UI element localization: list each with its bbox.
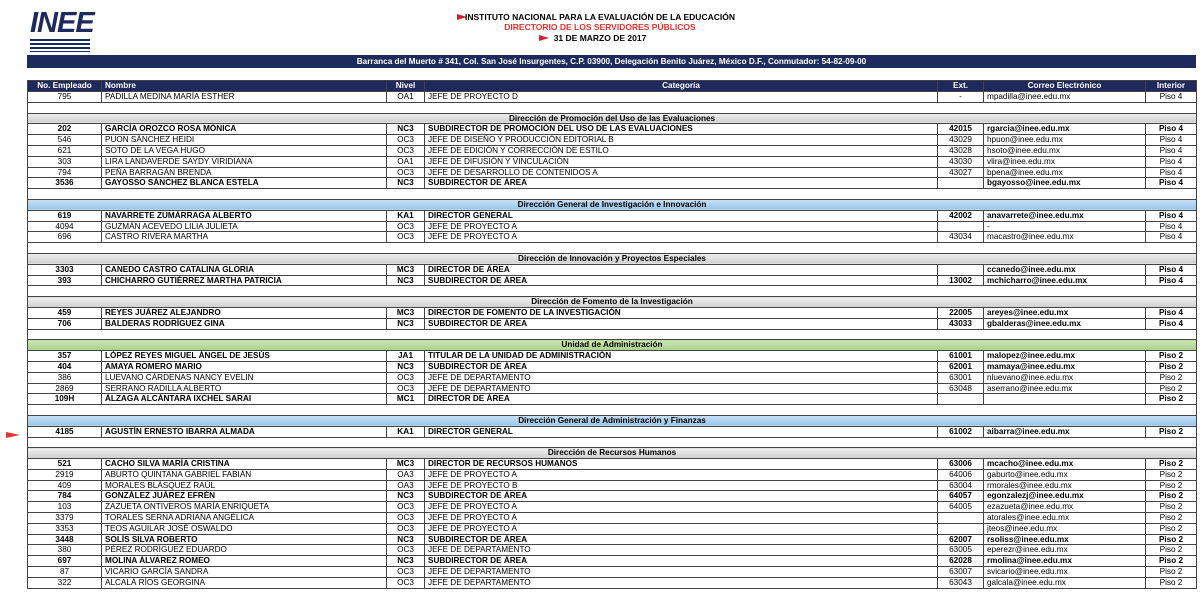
cell-name: CASTRO RIVERA MARTHA — [102, 232, 387, 243]
cell-email[interactable]: egonzalezj@inee.edu.mx — [984, 491, 1146, 502]
cell-category: JEFE DE PROYECTO B — [425, 480, 938, 491]
col-header-category: Categoría — [425, 81, 938, 92]
cell-employee-number: 696 — [28, 232, 102, 243]
cell-floor: Piso 2 — [1146, 523, 1197, 534]
cell-employee-number: 109H — [28, 394, 102, 405]
cell-floor: Piso 4 — [1146, 145, 1197, 156]
cell-name: CACHO SILVA MARÍA CRISTINA — [102, 459, 387, 470]
cell-extension: 63048 — [938, 383, 984, 394]
cell-level: OA1 — [387, 156, 425, 167]
cell-name: LÓPEZ REYES MIGUEL ÁNGEL DE JESÚS — [102, 351, 387, 362]
cell-name: BALDERAS RODRÍGUEZ GINA — [102, 318, 387, 329]
section-header-row — [28, 199, 1197, 210]
cell-name: PADILLA MEDINA MARÍA ESTHER — [102, 92, 387, 103]
col-header-employee-number: No. Empleado — [28, 81, 102, 92]
cell-category: SUBDIRECTOR DE ÁREA — [425, 361, 938, 372]
cell-name: GONZÁLEZ JUÁREZ EFRÉN — [102, 491, 387, 502]
cell-email[interactable]: rmorales@inee.edu.mx — [984, 480, 1146, 491]
cell-level: KA1 — [387, 210, 425, 221]
cell-level: NC3 — [387, 491, 425, 502]
cell-level: MC1 — [387, 394, 425, 405]
cell-category: JEFE DE DISEÑO Y PRODUCCIÓN EDITORIAL B — [425, 135, 938, 146]
cell-employee-number: 3353 — [28, 523, 102, 534]
cell-email[interactable]: ezazueta@inee.edu.mx — [984, 502, 1146, 513]
section-header-row — [28, 448, 1197, 459]
cell-category: JEFE DE PROYECTO A — [425, 502, 938, 513]
table-row — [28, 469, 1197, 480]
cell-extension: 63001 — [938, 372, 984, 383]
cell-name: PÉREZ RODRÍGUEZ EDUARDO — [102, 545, 387, 556]
cell-floor: Piso 4 — [1146, 124, 1197, 135]
cell-email[interactable]: svicario@inee.edu.mx — [984, 567, 1146, 578]
cell-floor: Piso 4 — [1146, 275, 1197, 286]
cell-floor: Piso 4 — [1146, 92, 1197, 103]
cell-name: CHICHARRO GUTIÉRREZ MARTHA PATRICIA — [102, 275, 387, 286]
cell-name: NAVARRETE ZUMÁRRAGA ALBERTO — [102, 210, 387, 221]
cell-employee-number: 794 — [28, 167, 102, 178]
table-row — [28, 92, 1197, 103]
cell-level: OC3 — [387, 577, 425, 588]
document-header — [0, 0, 1200, 52]
cell-employee-number: 2919 — [28, 469, 102, 480]
cell-email[interactable]: hsoto@inee.edu.mx — [984, 145, 1146, 156]
cell-employee-number: 521 — [28, 459, 102, 470]
col-header-extension: Ext. — [938, 81, 984, 92]
cell-name: GARCÍA OROZCO ROSA MÓNICA — [102, 124, 387, 135]
cell-name: SERRANO RADILLA ALBERTO — [102, 383, 387, 394]
cell-employee-number: 3448 — [28, 534, 102, 545]
cell-category: DIRECTOR DE RECURSOS HUMANOS — [425, 459, 938, 470]
cell-email[interactable]: gbalderas@inee.edu.mx — [984, 318, 1146, 329]
cell-category: JEFE DE PROYECTO A — [425, 523, 938, 534]
cell-floor: Piso 2 — [1146, 351, 1197, 362]
cell-extension: 42002 — [938, 210, 984, 221]
cell-extension — [938, 394, 984, 405]
cell-extension: 62028 — [938, 556, 984, 567]
cell-category: DIRECTOR GENERAL — [425, 426, 938, 437]
cell-category: SUBDIRECTOR DE ÁREA — [425, 318, 938, 329]
cell-employee-number: 393 — [28, 275, 102, 286]
cell-email[interactable]: macastro@inee.edu.mx — [984, 232, 1146, 243]
table-row — [28, 145, 1197, 156]
cell-category: JEFE DE PROYECTO A — [425, 232, 938, 243]
cell-employee-number: 202 — [28, 124, 102, 135]
cell-email[interactable]: galcala@inee.edu.mx — [984, 577, 1146, 588]
section-spacer — [28, 243, 1197, 254]
cell-floor: Piso 4 — [1146, 232, 1197, 243]
cell-category: DIRECTOR DE ÁREA — [425, 264, 938, 275]
cell-category: SUBDIRECTOR DE PROMOCIÓN DEL USO DE LAS EVALUACIONES — [425, 124, 938, 135]
cell-category: JEFE DE PROYECTO D — [425, 92, 938, 103]
cell-category: TITULAR DE LA UNIDAD DE ADMINISTRACIÓN — [425, 351, 938, 362]
cell-extension — [938, 513, 984, 524]
cell-name: LIRA LANDAVERDE SAYDY VIRIDIANA — [102, 156, 387, 167]
document-date: 31 DE MARZO DE 2017 — [553, 33, 647, 43]
cell-employee-number: 3379 — [28, 513, 102, 524]
cell-category: JEFE DE PROYECTO A — [425, 513, 938, 524]
cell-floor: Piso 4 — [1146, 264, 1197, 275]
address-banner: Barranca del Muerto # 341, Col. San José Insurgentes, C.P. 03900, Delegación Benito Juárez, México D.F., Conmutador: 54-82-09-00 — [27, 55, 1196, 68]
cell-name: TORALES SERNA ADRIANA ANGÉLICA — [102, 513, 387, 524]
section-spacer — [28, 437, 1197, 448]
cell-employee-number: 303 — [28, 156, 102, 167]
cell-category: SUBDIRECTOR DE ÁREA — [425, 556, 938, 567]
cell-email[interactable]: rsoliss@inee.edu.mx — [984, 534, 1146, 545]
cell-extension: 43028 — [938, 145, 984, 156]
cell-level: OC3 — [387, 545, 425, 556]
col-header-name: Nombre — [102, 81, 387, 92]
cell-employee-number: 3536 — [28, 178, 102, 189]
cell-category: DIRECTOR DE ÁREA — [425, 394, 938, 405]
section-header-row — [28, 415, 1197, 426]
cell-email[interactable]: ccanedo@inee.edu.mx — [984, 264, 1146, 275]
cell-email[interactable]: aserrano@inee.edu.mx — [984, 383, 1146, 394]
cell-email[interactable]: vlira@inee.edu.mx — [984, 156, 1146, 167]
cell-name: REYES JUÁREZ ALEJANDRO — [102, 307, 387, 318]
cell-employee-number: 380 — [28, 545, 102, 556]
cell-name: VICARIO GARCÍA SANDRA — [102, 567, 387, 578]
cell-employee-number: 4094 — [28, 221, 102, 232]
cell-extension: 42015 — [938, 124, 984, 135]
cell-email[interactable]: mchicharro@inee.edu.mx — [984, 275, 1146, 286]
cell-employee-number: 409 — [28, 480, 102, 491]
table-row — [28, 307, 1197, 318]
cell-level: OC3 — [387, 135, 425, 146]
table-row — [28, 502, 1197, 513]
table-row — [28, 545, 1197, 556]
cell-email[interactable]: jteos@inee.edu.mx — [984, 523, 1146, 534]
cell-name: GUZMÁN ACEVEDO LILIA JULIETA — [102, 221, 387, 232]
cell-level: NC3 — [387, 534, 425, 545]
cell-category: JEFE DE EDICIÓN Y CORRECCIÓN DE ESTILO — [425, 145, 938, 156]
cell-floor: Piso 2 — [1146, 491, 1197, 502]
cell-email[interactable]: rgarcia@inee.edu.mx — [984, 124, 1146, 135]
cell-level: OC3 — [387, 145, 425, 156]
cell-employee-number: 322 — [28, 577, 102, 588]
table-row — [28, 156, 1197, 167]
cell-category: JEFE DE DEPARTAMENTO — [425, 577, 938, 588]
cell-floor: Piso 2 — [1146, 567, 1197, 578]
cell-level: OA1 — [387, 92, 425, 103]
cell-extension: - — [938, 92, 984, 103]
cell-employee-number: 4185 — [28, 426, 102, 437]
cell-employee-number: 404 — [28, 361, 102, 372]
cell-floor: Piso 2 — [1146, 502, 1197, 513]
section-header-row — [28, 253, 1197, 264]
cell-category: SUBDIRECTOR DE ÁREA — [425, 275, 938, 286]
cell-floor: Piso 2 — [1146, 513, 1197, 524]
cell-extension — [938, 523, 984, 534]
cell-floor: Piso 2 — [1146, 459, 1197, 470]
cell-floor: Piso 2 — [1146, 545, 1197, 556]
section-spacer — [28, 102, 1197, 113]
cell-floor: Piso 2 — [1146, 469, 1197, 480]
cell-category: SUBDIRECTOR DE ÁREA — [425, 491, 938, 502]
cell-level: JA1 — [387, 351, 425, 362]
cell-email[interactable]: aibarra@inee.edu.mx — [984, 426, 1146, 437]
cell-category: JEFE DE DEPARTAMENTO — [425, 545, 938, 556]
cell-level: OC3 — [387, 232, 425, 243]
cell-employee-number: 795 — [28, 92, 102, 103]
cell-level: NC3 — [387, 178, 425, 189]
table-row — [28, 275, 1197, 286]
cell-extension: 61001 — [938, 351, 984, 362]
cell-level: OC3 — [387, 567, 425, 578]
col-header-level: Nivel — [387, 81, 425, 92]
cell-email[interactable]: bgayosso@inee.edu.mx — [984, 178, 1146, 189]
cell-extension: 22005 — [938, 307, 984, 318]
cell-email[interactable]: hpuon@inee.edu.mx — [984, 135, 1146, 146]
table-row — [28, 361, 1197, 372]
cell-employee-number: 784 — [28, 491, 102, 502]
directory-body — [28, 92, 1197, 589]
table-row — [28, 167, 1197, 178]
directory-subtitle: DIRECTORIO DE LOS SERVIDORES PÚBLICOS — [504, 22, 696, 32]
cell-extension: 64005 — [938, 502, 984, 513]
cell-employee-number: 2869 — [28, 383, 102, 394]
cell-floor: Piso 2 — [1146, 480, 1197, 491]
table-row — [28, 264, 1197, 275]
cell-employee-number: 386 — [28, 372, 102, 383]
cell-email[interactable]: - — [984, 221, 1146, 232]
section-title: Dirección de Innovación y Proyectos Especiales — [28, 253, 1197, 264]
table-row — [28, 480, 1197, 491]
cell-floor: Piso 2 — [1146, 394, 1197, 405]
cell-category: JEFE DE DEPARTAMENTO — [425, 383, 938, 394]
cell-category: DIRECTOR GENERAL — [425, 210, 938, 221]
section-spacer — [28, 189, 1197, 200]
cell-extension: 64057 — [938, 491, 984, 502]
cell-name: PUON SÁNCHEZ HEIDI — [102, 135, 387, 146]
cell-name: MORALES BLÁSQUEZ RAÚL — [102, 480, 387, 491]
cell-email[interactable]: mamaya@inee.edu.mx — [984, 361, 1146, 372]
section-title: Dirección de Promoción del Uso de las Evaluaciones — [28, 113, 1197, 124]
cell-category: SUBDIRECTOR DE ÁREA — [425, 534, 938, 545]
cell-level: MC3 — [387, 307, 425, 318]
table-row — [28, 491, 1197, 502]
table-row — [28, 318, 1197, 329]
cell-extension — [938, 221, 984, 232]
cell-level: OA3 — [387, 469, 425, 480]
cell-extension: 63006 — [938, 459, 984, 470]
cell-email[interactable]: rmolina@inee.edu.mx — [984, 556, 1146, 567]
table-row — [28, 523, 1197, 534]
red-pointer-arrow-icon — [6, 432, 20, 438]
cell-level: NC3 — [387, 275, 425, 286]
cell-extension: 43029 — [938, 135, 984, 146]
cell-level: OC3 — [387, 221, 425, 232]
cell-category: JEFE DE DEPARTAMENTO — [425, 372, 938, 383]
cell-floor: Piso 4 — [1146, 135, 1197, 146]
cell-employee-number: 3303 — [28, 264, 102, 275]
cell-extension: 64006 — [938, 469, 984, 480]
cell-email[interactable]: atorales@inee.edu.mx — [984, 513, 1146, 524]
cell-floor: Piso 4 — [1146, 318, 1197, 329]
table-row — [28, 221, 1197, 232]
cell-extension: 63043 — [938, 577, 984, 588]
cell-name: ÁLZAGA ALCÁNTARA IXCHEL SARAI — [102, 394, 387, 405]
section-spacer — [28, 286, 1197, 297]
section-header-row — [28, 113, 1197, 124]
cell-employee-number: 546 — [28, 135, 102, 146]
cell-name: MOLINA ÁLVAREZ ROMEO — [102, 556, 387, 567]
table-header-row — [28, 81, 1197, 92]
table-row — [28, 459, 1197, 470]
section-title: Dirección de Fomento de la Investigación — [28, 297, 1197, 308]
section-spacer — [28, 329, 1197, 340]
cell-floor: Piso 2 — [1146, 383, 1197, 394]
cell-email[interactable]: areyes@inee.edu.mx — [984, 307, 1146, 318]
cell-extension — [938, 264, 984, 275]
cell-employee-number: 459 — [28, 307, 102, 318]
table-row — [28, 577, 1197, 588]
cell-category: JEFE DE DEPARTAMENTO — [425, 567, 938, 578]
col-header-email: Correo Electrónico — [984, 81, 1146, 92]
cell-level: NC3 — [387, 556, 425, 567]
cell-employee-number: 87 — [28, 567, 102, 578]
cell-employee-number: 357 — [28, 351, 102, 362]
cell-name: ZAZUETA ONTIVEROS MARÍA ENRIQUETA — [102, 502, 387, 513]
cell-extension: 13002 — [938, 275, 984, 286]
table-row — [28, 513, 1197, 524]
table-row — [28, 383, 1197, 394]
section-title: Unidad de Administración — [28, 340, 1197, 351]
cell-floor: Piso 4 — [1146, 156, 1197, 167]
cell-email[interactable] — [984, 394, 1146, 405]
cell-name: SOLÍS SILVA ROBERTO — [102, 534, 387, 545]
table-row — [28, 351, 1197, 362]
cell-name: AGUSTÍN ERNESTO IBARRA ALMADA — [102, 426, 387, 437]
cell-extension: 43034 — [938, 232, 984, 243]
cell-email[interactable]: anavarrete@inee.edu.mx — [984, 210, 1146, 221]
cell-employee-number: 697 — [28, 556, 102, 567]
cell-extension: 62007 — [938, 534, 984, 545]
cell-floor: Piso 2 — [1146, 556, 1197, 567]
cell-name: SOTO DE LA VEGA HUGO — [102, 145, 387, 156]
cell-name: TEOS AGUILAR JOSÉ OSWALDO — [102, 523, 387, 534]
cell-email[interactable]: eperezr@inee.edu.mx — [984, 545, 1146, 556]
table-row — [28, 394, 1197, 405]
cell-level: OC3 — [387, 513, 425, 524]
section-header-row — [28, 340, 1197, 351]
cell-employee-number: 621 — [28, 145, 102, 156]
cell-name: GAYOSSO SÁNCHEZ BLANCA ESTELA — [102, 178, 387, 189]
cell-category: DIRECTOR DE FOMENTO DE LA INVESTIGACIÓN — [425, 307, 938, 318]
col-header-floor: Interior — [1146, 81, 1197, 92]
cell-level: MC3 — [387, 459, 425, 470]
cell-level: KA1 — [387, 426, 425, 437]
table-row — [28, 210, 1197, 221]
cell-extension: 43033 — [938, 318, 984, 329]
cell-email[interactable]: nluevano@inee.edu.mx — [984, 372, 1146, 383]
cell-level: OC3 — [387, 167, 425, 178]
cell-extension: 43030 — [938, 156, 984, 167]
cell-extension: 63005 — [938, 545, 984, 556]
logo-text: INEE — [30, 7, 94, 39]
directory-table — [27, 80, 1197, 589]
cell-extension — [938, 178, 984, 189]
table-row — [28, 372, 1197, 383]
cell-name: AMAYA ROMERO MARIO — [102, 361, 387, 372]
cell-level: OC3 — [387, 383, 425, 394]
cell-floor: Piso 2 — [1146, 577, 1197, 588]
section-title: Dirección de Recursos Humanos — [28, 448, 1197, 459]
cell-category: JEFE DE PROYECTO A — [425, 221, 938, 232]
cell-level: OC3 — [387, 523, 425, 534]
section-title: Dirección General de Investigación e Innovación — [28, 199, 1197, 210]
cell-email[interactable]: gaburto@inee.edu.mx — [984, 469, 1146, 480]
cell-employee-number: 619 — [28, 210, 102, 221]
cell-floor: Piso 4 — [1146, 210, 1197, 221]
cell-name: LUEVANO CÁRDENAS NANCY EVELIN — [102, 372, 387, 383]
cell-email[interactable]: bpena@inee.edu.mx — [984, 167, 1146, 178]
cell-name: ABURTO QUINTANA GABRIEL FABIÁN — [102, 469, 387, 480]
cell-floor: Piso 2 — [1146, 534, 1197, 545]
cell-extension: 61002 — [938, 426, 984, 437]
institute-title: INSTITUTO NACIONAL PARA LA EVALUACIÓN DE LA EDUCACIÓN — [465, 12, 735, 22]
cell-level: OC3 — [387, 372, 425, 383]
cell-extension: 43027 — [938, 167, 984, 178]
cell-extension: 63007 — [938, 567, 984, 578]
table-row — [28, 567, 1197, 578]
cell-floor: Piso 4 — [1146, 221, 1197, 232]
cell-category: SUBDIRECTOR DE ÁREA — [425, 178, 938, 189]
cell-email[interactable]: mpadilla@inee.edu.mx — [984, 92, 1146, 103]
cell-floor: Piso 4 — [1146, 178, 1197, 189]
cell-floor: Piso 4 — [1146, 307, 1197, 318]
cell-level: MC3 — [387, 264, 425, 275]
table-row — [28, 178, 1197, 189]
section-header-row — [28, 297, 1197, 308]
section-title: Dirección General de Administración y Finanzas — [28, 415, 1197, 426]
cell-level: NC3 — [387, 361, 425, 372]
table-row — [28, 124, 1197, 135]
cell-email[interactable]: malopez@inee.edu.mx — [984, 351, 1146, 362]
cell-category: JEFE DE DIFUSIÓN Y VINCULACIÓN — [425, 156, 938, 167]
cell-floor: Piso 4 — [1146, 167, 1197, 178]
cell-level: NC3 — [387, 318, 425, 329]
cell-floor: Piso 2 — [1146, 372, 1197, 383]
cell-name: PEÑA BARRAGÁN BRENDA — [102, 167, 387, 178]
cell-level: OC3 — [387, 502, 425, 513]
cell-employee-number: 706 — [28, 318, 102, 329]
cell-level: NC3 — [387, 124, 425, 135]
cell-extension: 62001 — [938, 361, 984, 372]
cell-level: OA3 — [387, 480, 425, 491]
cell-floor: Piso 2 — [1146, 426, 1197, 437]
table-row — [28, 534, 1197, 545]
cell-name: ALCALÁ RÍOS GEORGINA — [102, 577, 387, 588]
table-row — [28, 232, 1197, 243]
cell-floor: Piso 2 — [1146, 361, 1197, 372]
cell-name: CANEDO CASTRO CATALINA GLORIA — [102, 264, 387, 275]
cell-category: JEFE DE DESARROLLO DE CONTENIDOS A — [425, 167, 938, 178]
table-row — [28, 135, 1197, 146]
cell-employee-number: 103 — [28, 502, 102, 513]
cell-extension: 63004 — [938, 480, 984, 491]
table-row — [28, 556, 1197, 567]
table-row — [28, 426, 1197, 437]
cell-email[interactable]: mcacho@inee.edu.mx — [984, 459, 1146, 470]
section-spacer — [28, 405, 1197, 416]
cell-category: JEFE DE PROYECTO A — [425, 469, 938, 480]
